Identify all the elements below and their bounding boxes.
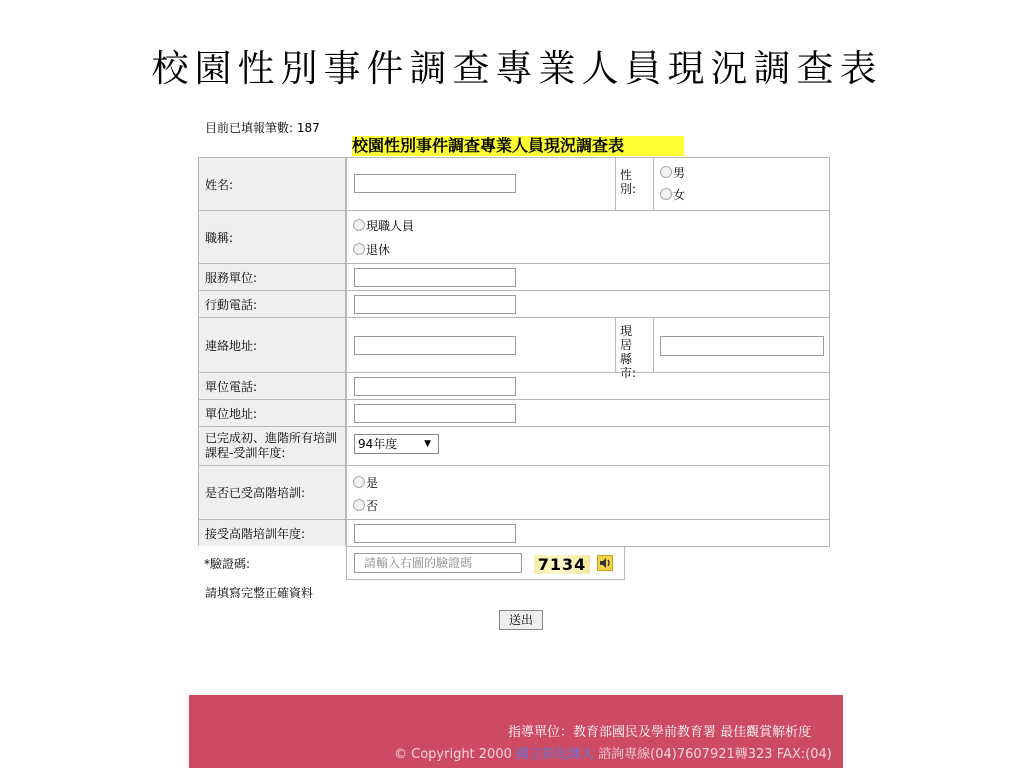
advanced-no-option[interactable]: 否 (353, 497, 378, 514)
dropdown-arrow-icon: ▼ (424, 439, 431, 449)
filled-count: 目前已填報筆數: 187 (205, 121, 320, 135)
advanced-cell (346, 465, 830, 520)
gender-female-option[interactable]: 女 (660, 186, 685, 203)
row-unit-address (198, 399, 830, 427)
unit-phone-cell (346, 372, 830, 400)
title-label: 職稱: (198, 210, 346, 264)
gender-options-cell (653, 158, 829, 210)
advanced-year-input[interactable] (354, 524, 516, 543)
unit-input[interactable] (354, 268, 516, 287)
address-label: 連絡地址: (198, 317, 346, 373)
training-year-value: 94年度 (358, 437, 398, 451)
unit-cell (346, 263, 830, 291)
mobile-label: 行動電話: (198, 290, 346, 318)
submit-button[interactable]: 送出 (499, 610, 543, 630)
row-mobile (198, 290, 830, 318)
advanced-label: 是否已受高階培訓: (198, 465, 346, 520)
advanced-yes-option[interactable]: 是 (353, 474, 378, 491)
training-year-label: 已完成初、進階所有培訓課程-受訓年度: (198, 426, 346, 466)
speaker-icon[interactable] (597, 555, 613, 571)
county-label: 現居縣市: (620, 324, 637, 380)
unit-phone-input[interactable] (354, 377, 516, 396)
footer-copyright-prefix: © Copyright 2000 (394, 747, 512, 762)
row-address (198, 317, 830, 380)
row-advanced (198, 465, 830, 520)
gender-label: 性別: (620, 168, 637, 196)
county-input[interactable] (660, 336, 824, 356)
footer-supervisor-text: 指導單位：教育部國民及學前教育署 最佳觀賞解析度 (508, 725, 812, 740)
gender-male-option[interactable]: 男 (660, 164, 685, 181)
title-cell (346, 210, 830, 264)
gender-male-radio[interactable] (660, 166, 672, 178)
training-year-cell (346, 426, 830, 466)
title-retired-option[interactable]: 退休 (353, 241, 390, 258)
row-title (198, 210, 830, 264)
title-current-radio[interactable] (353, 219, 365, 231)
row-captcha (198, 546, 625, 580)
footer-copyright (394, 743, 832, 762)
address-cell (346, 317, 830, 380)
advanced-year-cell (346, 519, 830, 547)
gender-label-cell (615, 158, 654, 210)
row-training-year (198, 426, 830, 466)
advanced-year-label: 接受高階培訓年度: (198, 519, 346, 547)
row-unit-phone (198, 372, 830, 400)
advanced-no-radio[interactable] (353, 499, 365, 511)
unit-label: 服務單位: (198, 263, 346, 291)
form-heading: 校園性別事件調查專業人員現況調查表 (352, 136, 684, 156)
captcha-image: 7134 (534, 555, 590, 574)
address-input[interactable] (354, 336, 516, 355)
captcha-label: *驗證碼: (198, 546, 346, 580)
form-note: 請填寫完整正確資料 (205, 586, 314, 600)
title-retired-radio[interactable] (353, 243, 365, 255)
unit-address-label: 單位地址: (198, 399, 346, 427)
mobile-input[interactable] (354, 295, 516, 314)
title-current-option[interactable]: 現職人員 (353, 217, 414, 234)
row-advanced-year (198, 519, 830, 547)
row-name (198, 157, 830, 211)
row-unit (198, 263, 830, 291)
county-label-cell (615, 318, 654, 380)
name-label: 姓名: (198, 157, 346, 211)
captcha-input[interactable]: 請輸入右圖的驗證碼 (354, 553, 522, 573)
page-title: 校園性別事件調查專業人員現況調查表 (151, 47, 883, 90)
mobile-cell (346, 290, 830, 318)
unit-address-cell (346, 399, 830, 427)
captcha-cell (346, 546, 625, 580)
gender-female-radio[interactable] (660, 188, 672, 200)
footer (189, 695, 843, 768)
training-year-select[interactable] (354, 434, 439, 454)
footer-contact-text: 諮詢專線(04)7607921轉323 FAX:(04) (598, 747, 832, 762)
unit-address-input[interactable] (354, 404, 516, 423)
unit-phone-label: 單位電話: (198, 372, 346, 400)
name-input[interactable] (354, 174, 516, 193)
county-input-cell (653, 318, 829, 372)
advanced-yes-radio[interactable] (353, 476, 365, 488)
footer-university-link[interactable]: 國立彰化師大 (516, 747, 595, 762)
name-cell (346, 157, 830, 211)
